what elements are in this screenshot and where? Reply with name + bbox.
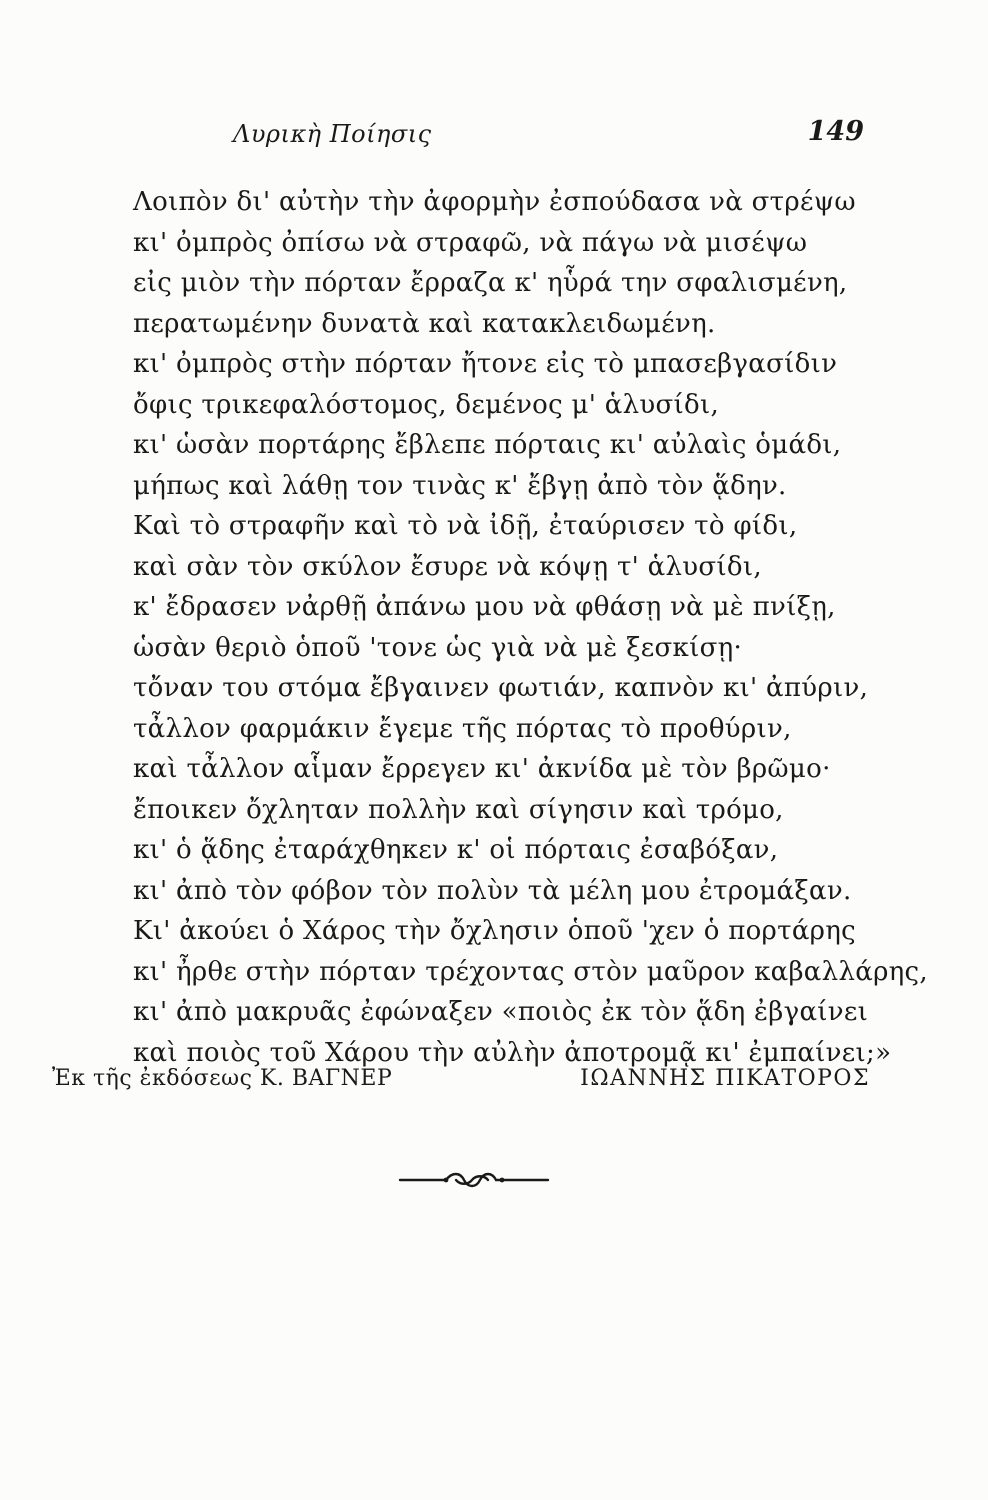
poem-line: μήπως καὶ λάθῃ τον τινὰς κ' ἔβγῃ ἀπὸ τὸν ᾅδην.: [133, 470, 787, 501]
poem-line: περατωμένην δυνατὰ καὶ κατακλειδωμένη.: [133, 308, 716, 339]
poem: [133, 182, 928, 1073]
poem-line: Καὶ τὸ στραφῆν καὶ τὸ νὰ ἰδῇ, ἐταύρισεν τὸ φίδι,: [133, 511, 798, 541]
author-name: ΙΩΑΝΝΗΣ ΠΙΚΑΤΟΡΟΣ: [580, 1066, 870, 1091]
poem-line: ὄφις τρικεφαλόστομος, δεμένος μ' ἁλυσίδι,: [133, 389, 720, 420]
page-number: 149: [807, 116, 864, 147]
running-title: Λυρικὴ Ποίησις: [233, 120, 432, 148]
poem-line: καὶ τἆλλον αἷμαν ἔρρεγεν κι' ἀκνίδα μὲ τὸν βρῶμο·: [133, 754, 831, 784]
edition-source: Ἐκ τῆς ἐκδόσεως Κ. ΒΑΓΝΕΡ: [52, 1066, 393, 1091]
poem-line: Κι' ἀκούει ὁ Χάρος τὴν ὄχλησιν ὁποῦ 'χεν ὁ πορτάρης: [133, 916, 856, 946]
poem-line: κι' ὁ ᾅδης ἐταράχθηκεν κ' οἱ πόρταις ἐσαβόξαν,: [133, 835, 779, 865]
poem-line: εἰς μιὸν τὴν πόρταν ἔρραζα κ' ηὗρά την σφαλισμένη,: [133, 268, 848, 298]
poem-line: Λοιπὸν δι' αὐτὴν τὴν ἀφορμὴν ἐσπούδασα νὰ στρέψω: [133, 187, 856, 217]
poem-line: κι' ἀπὸ τὸν φόβον τὸν πολὺν τὰ μέλη μου ἐτρομάξαν.: [133, 875, 852, 906]
poem-line: καὶ ποιὸς τοῦ Χάρου τὴν αὐλὴν ἀποτρομᾷ κι' ἐμπαίνει;»: [133, 1037, 892, 1068]
poem-line: κι' ἦρθε στὴν πόρταν τρέχοντας στὸν μαῦρον καβαλλάρης,: [133, 956, 928, 987]
poem-line: τἆλλον φαρμάκιν ἔγεμε τῆς πόρτας τὸ προθύριν,: [133, 713, 792, 744]
poem-line: τὄναν του στόμα ἔβγαινεν φωτιάν, καπνὸν κι' ἀπύριν,: [133, 673, 869, 703]
decorative-flourish-icon: [398, 1168, 550, 1192]
attribution: [52, 1066, 870, 1106]
poem-line: κι' ἀπὸ μακρυᾶς ἐφώναξεν «ποιὸς ἐκ τὸν ᾅδη ἐβγαίνει: [133, 997, 869, 1027]
poem-line: κι' ὀμπρὸς στὴν πόρταν ἤτονε εἰς τὸ μπασεβγασίδιν: [133, 349, 838, 379]
poem-line: κι' ὡσὰν πορτάρης ἔβλεπε πόρταις κι' αὐλαὶς ὁμάδι,: [133, 430, 842, 460]
poem-line: καὶ σὰν τὸν σκύλον ἔσυρε νὰ κόψῃ τ' ἁλυσίδι,: [133, 551, 762, 582]
running-head: [0, 112, 988, 152]
poem-line: κι' ὀμπρὸς ὀπίσω νὰ στραφῶ, νὰ πάγω νὰ μισέψω: [133, 227, 808, 258]
poem-line: ἔποικεν ὄχληταν πολλὴν καὶ σίγησιν καὶ τρόμο,: [133, 794, 784, 825]
poem-line: ὡσὰν θεριὸ ὁποῦ 'τονε ὡς γιὰ νὰ μὲ ξεσκίσῃ·: [133, 632, 743, 663]
poem-line: κ' ἔδρασεν νἀρθῇ ἀπάνω μου νὰ φθάσῃ νὰ μὲ πνίξῃ,: [133, 592, 836, 622]
